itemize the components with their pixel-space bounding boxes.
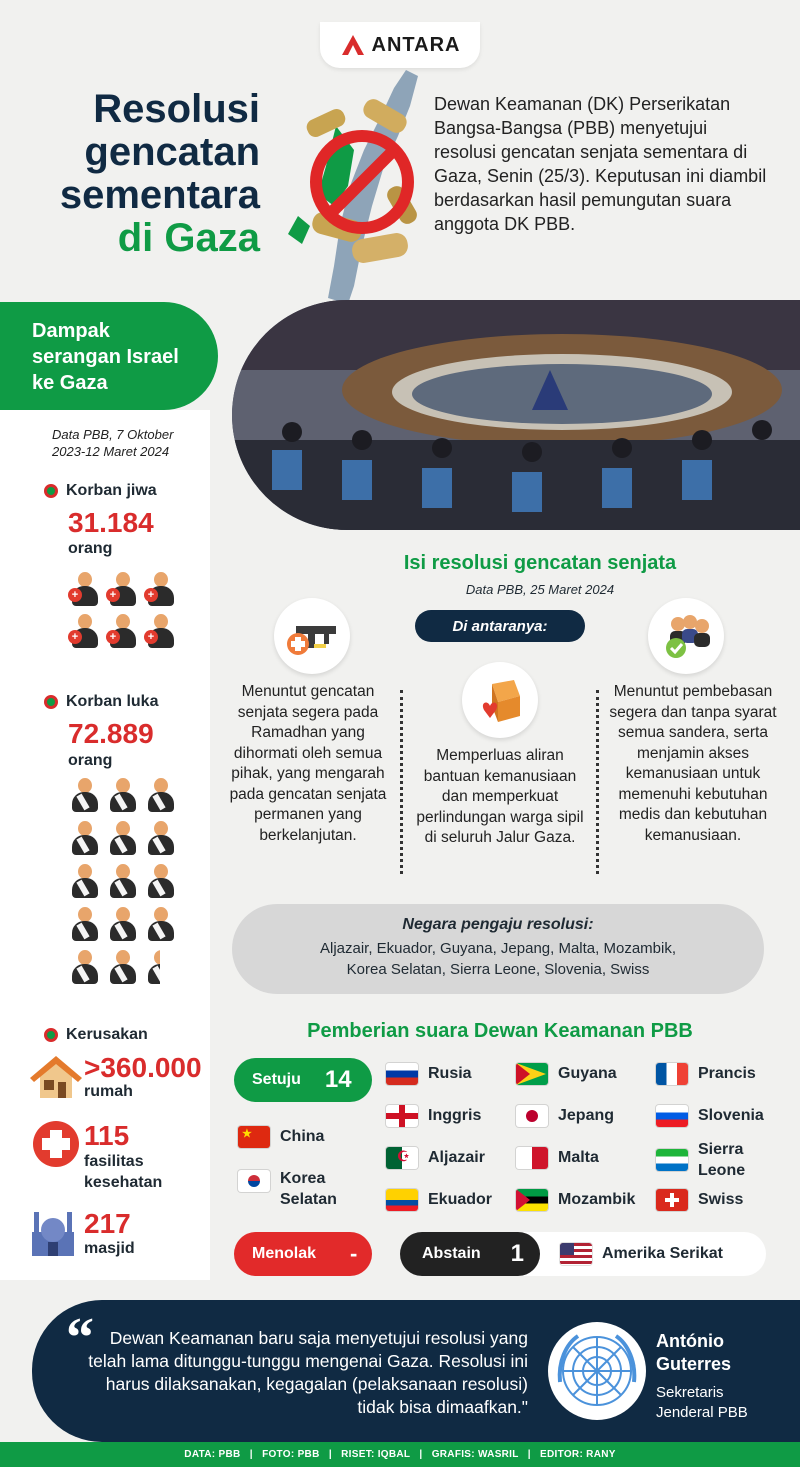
impact-source-line-1: Data PBB, 7 Oktober	[52, 427, 174, 442]
deaths-unit: orang	[68, 540, 113, 557]
weapon-icon-circle	[274, 598, 350, 674]
england-flag-icon	[386, 1105, 418, 1127]
mosques-value: 217	[84, 1208, 131, 1239]
abstain-vote-pill	[400, 1232, 540, 1276]
injured-heading	[44, 693, 158, 711]
usa-flag-icon	[560, 1243, 592, 1265]
un-emblem-graphic	[548, 1322, 646, 1420]
hostages-icon	[648, 598, 724, 674]
vote-title: Pemberian suara Dewan Keamanan PBB	[307, 1020, 693, 1042]
japan-flag-icon	[516, 1105, 548, 1127]
france-flag-icon	[656, 1063, 688, 1085]
country-name: Aljazair	[428, 1149, 485, 1166]
injured-person-icon	[146, 821, 174, 857]
country-name: China	[280, 1128, 325, 1145]
country-algeria	[386, 1147, 485, 1169]
mozambique-flag-icon	[516, 1189, 548, 1211]
title-line-4: di Gaza	[117, 216, 260, 260]
country-sierra-leone	[656, 1139, 778, 1181]
bullet-dot	[44, 484, 58, 498]
country-malta	[516, 1147, 599, 1169]
injured-person-icon	[146, 950, 160, 986]
antara-mark-icon	[340, 33, 366, 57]
weapon-icon	[274, 598, 350, 674]
credits-footer: DATA: PBB | FOTO: PBB | RISET: IQBAL | GRAFIS: WASRIL | EDITOR: RANY	[0, 1442, 800, 1467]
title-line-3: sementara	[59, 173, 260, 217]
south-korea-flag-icon	[238, 1170, 270, 1192]
security-council-photo	[232, 300, 800, 530]
resolution-point-3: Menuntut pembebasan segera dan tanpa syarat semua sandera, serta menjamin akses kemanusiaan untuk memenuhi kebutuhan medis dan kebutuhan kemanusiaan.	[609, 683, 777, 844]
guyana-flag-icon	[516, 1063, 548, 1085]
china-flag-icon: ★	[238, 1126, 270, 1148]
author-name-line-1: António	[656, 1331, 724, 1351]
houses-unit: rumah	[84, 1083, 133, 1100]
country-name: Guyana	[558, 1065, 617, 1082]
country-japan	[516, 1105, 614, 1127]
sponsors-list	[232, 938, 764, 980]
injured-unit: orang	[68, 752, 113, 769]
yes-label: Setuju	[252, 1071, 301, 1088]
abstain-label: Abstain	[422, 1245, 481, 1262]
impact-title-pill	[0, 302, 218, 410]
no-count: -	[350, 1241, 358, 1266]
quote-text: Dewan Keamanan baru saja menyetujui resolusi yang telah lama ditunggu-tunggu mengenai Gaza. Resolusi ini harus dilaksanakan, kegagalan (pelaksanaan resolusi) tidak bisa dimaafkan."	[88, 1328, 528, 1417]
impact-source	[52, 426, 173, 460]
damage-heading	[44, 1026, 148, 1044]
injured-person-icon	[70, 864, 98, 900]
council-meeting-photo	[232, 300, 800, 530]
algeria-flag-icon: ☪	[386, 1147, 418, 1169]
country-mozambique	[516, 1189, 635, 1211]
country-korea	[238, 1168, 350, 1210]
country-name: Jepang	[558, 1107, 615, 1124]
abstain-count: 1	[510, 1240, 525, 1267]
injured-person-icon	[108, 821, 136, 857]
country-name: Prancis	[698, 1065, 756, 1082]
country-slovenia	[656, 1105, 764, 1127]
bullets-icon	[292, 96, 432, 272]
casualty-person-icon: +	[146, 572, 174, 608]
injured-people-grid	[70, 778, 180, 990]
title-line-1: Resolusi	[93, 87, 260, 131]
logo-text: ANTARA	[371, 33, 461, 56]
country-name: Ekuador	[428, 1191, 493, 1208]
country-united-states	[560, 1243, 723, 1265]
country-russia	[386, 1063, 472, 1085]
resolution-point-1: Menuntut gencatan senjata segera pada Ramadhan yang dihormati oleh semua pihak, yang mengarah pada gencatan senjata permanen yang berkelanjutan.	[229, 683, 387, 844]
health-unit-line-1: fasilitas	[84, 1153, 144, 1170]
country-name: Sierra Leone	[698, 1141, 746, 1179]
deaths-heading	[44, 482, 157, 500]
author-name-line-2: Guterres	[656, 1354, 732, 1374]
injured-value: 72.889	[68, 718, 154, 749]
resolution-source: Data PBB, 25 Maret 2024	[465, 582, 615, 597]
no-label: Menolak	[252, 1245, 317, 1262]
country-name: Mozambik	[558, 1191, 636, 1208]
casualty-person-icon: +	[108, 572, 136, 608]
resolution-point-2: Memperluas aliran bantuan kemanusiaan dan memperkuat perlindungan warga sipil di seluruh Jalur Gaza.	[416, 747, 584, 846]
yes-vote-pill	[234, 1058, 372, 1102]
health-unit	[84, 1151, 162, 1193]
health-unit-line-2: kesehatan	[84, 1174, 163, 1191]
author-role-line-1: Sekretaris	[656, 1384, 724, 1401]
bullet-dot	[44, 1028, 58, 1042]
mosques-unit: masjid	[84, 1240, 135, 1257]
title-line-2: gencatan	[84, 130, 260, 174]
injured-person-icon	[70, 778, 98, 814]
ecuador-flag-icon	[386, 1189, 418, 1211]
sponsors-line-2: Korea Selatan, Sierra Leone, Slovenia, Swiss	[346, 961, 650, 978]
injured-person-icon	[146, 778, 174, 814]
aid-box-icon-circle	[462, 662, 538, 738]
impact-title-line-2: serangan Israel	[32, 346, 179, 368]
casualty-person-icon: +	[146, 614, 174, 650]
injured-person-icon	[108, 778, 136, 814]
switzerland-flag-icon	[656, 1189, 688, 1211]
page-title	[60, 88, 260, 260]
injured-label: Korban luka	[66, 693, 159, 710]
injured-person-icon	[108, 950, 136, 986]
injured-person-icon	[146, 864, 174, 900]
injured-person-icon	[108, 907, 136, 943]
country-switzerland	[656, 1189, 743, 1211]
slovenia-flag-icon	[656, 1105, 688, 1127]
injured-person-icon	[146, 907, 174, 943]
intro-text: Dewan Keamanan (DK) Perserikatan Bangsa-Bangsa (PBB) menyetujui resolusi gencatan senjata sementara di Gaza, Senin (25/3). Keputusan ini diambil berdasarkan hasil pemungutan suara anggota DK PBB.	[434, 94, 767, 234]
deaths-value: 31.184	[68, 507, 154, 538]
abstain-country: Amerika Serikat	[602, 1245, 723, 1262]
mosque-icon	[28, 1206, 78, 1258]
quote-mark-icon: “	[66, 1307, 94, 1369]
country-england	[386, 1105, 481, 1127]
injured-person-icon	[70, 907, 98, 943]
houses-value: >360.000	[84, 1052, 202, 1083]
bullet-dot	[44, 695, 58, 709]
injured-person-icon	[108, 864, 136, 900]
malta-flag-icon	[516, 1147, 548, 1169]
sierra-leone-flag-icon	[656, 1149, 688, 1171]
russia-flag-icon	[386, 1063, 418, 1085]
hostages-icon-circle	[648, 598, 724, 674]
impact-source-line-2: 2023-12 Maret 2024	[52, 444, 170, 459]
no-vote-pill	[234, 1232, 372, 1276]
injured-person-icon	[70, 821, 98, 857]
antara-logo[interactable]	[320, 22, 480, 68]
un-emblem-icon	[548, 1322, 646, 1420]
health-cross-icon	[32, 1120, 80, 1168]
quote-author-name	[656, 1330, 731, 1376]
country-guyana	[516, 1063, 617, 1085]
country-name: Slovenia	[698, 1107, 764, 1124]
impact-title-line-1: Dampak	[32, 320, 110, 342]
health-value: 115	[84, 1120, 130, 1151]
casualty-person-icon: +	[70, 614, 98, 650]
quote-author-role	[656, 1383, 748, 1423]
damage-label: Kerusakan	[66, 1026, 148, 1043]
injured-person-icon	[70, 950, 98, 986]
deaths-label: Korban jiwa	[66, 482, 157, 499]
country-france	[656, 1063, 756, 1085]
yes-count: 14	[324, 1066, 352, 1093]
casualty-person-icon: +	[70, 572, 98, 608]
impact-title-line-3: ke Gaza	[32, 372, 108, 394]
divider-dotted	[400, 690, 403, 874]
sponsors-box	[232, 904, 764, 994]
among-label-pill: Di antaranya:	[415, 610, 585, 642]
sponsors-title: Negara pengaju resolusi:	[402, 916, 594, 933]
country-ecuador	[386, 1189, 492, 1211]
country-china	[238, 1126, 324, 1148]
country-name: Rusia	[428, 1065, 472, 1082]
divider-dotted	[596, 690, 599, 874]
country-name: Malta	[558, 1149, 599, 1166]
aid-box-icon	[462, 662, 538, 738]
country-name: Korea Selatan	[280, 1170, 337, 1208]
sponsors-line-1: Aljazair, Ekuador, Guyana, Jepang, Malta, Mozambik,	[319, 940, 676, 957]
deaths-people-grid	[70, 572, 180, 658]
resolution-title: Isi resolusi gencatan senjata	[403, 552, 677, 574]
country-name: Inggris	[428, 1107, 482, 1124]
casualty-person-icon: +	[108, 614, 136, 650]
house-icon	[30, 1052, 82, 1102]
author-role-line-2: Jenderal PBB	[656, 1404, 748, 1421]
country-name: Swiss	[698, 1191, 744, 1208]
